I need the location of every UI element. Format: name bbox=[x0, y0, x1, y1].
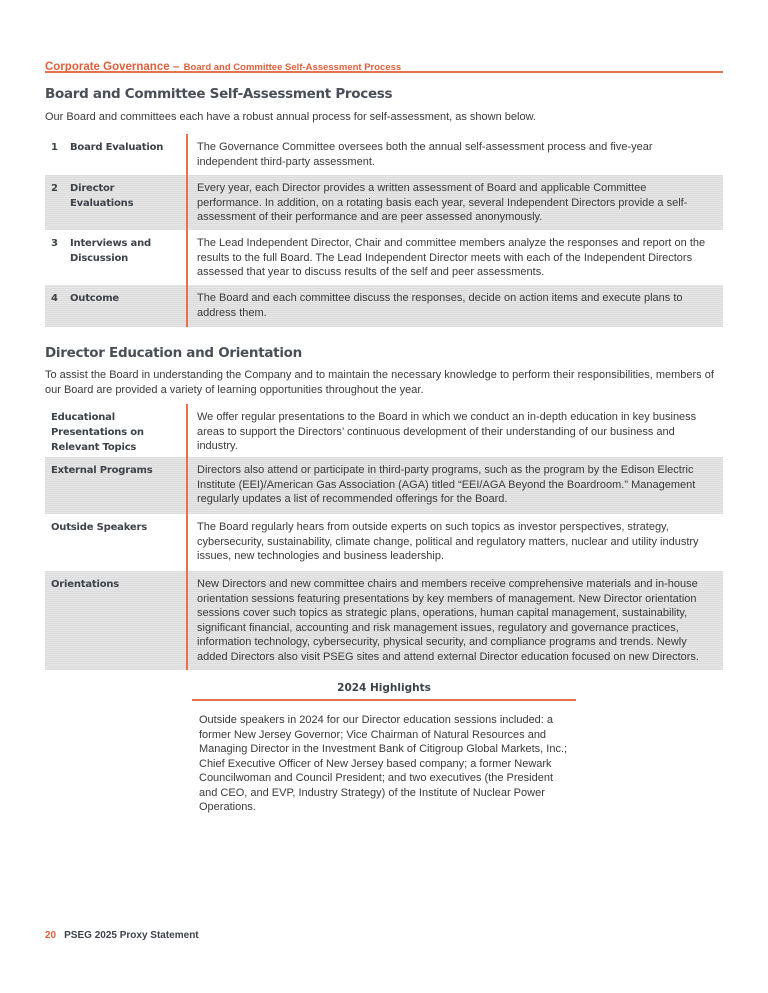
step-text: The Governance Committee oversees both the annual self-assessment process and five-year independent third-party assessment. bbox=[197, 141, 653, 168]
education-intro: To assist the Board in understanding the Company and to maintain the necessary knowledge to perform their responsibilities, members of our Board are provided a variety of learning opportunities throughout the year. bbox=[45, 369, 714, 396]
table-row bbox=[45, 230, 723, 285]
table-row bbox=[45, 404, 723, 457]
step-text: Every year, each Director provides a written assessment of Board and applicable Committee performance. In addition, on a rotating basis each year, several Independent Directors provide a self-assessment of their performance and are peer assessed anonymously. bbox=[197, 182, 688, 223]
education-label: Orientations bbox=[45, 571, 188, 670]
header-subsection: Board and Committee Self-Assessment Process bbox=[183, 62, 402, 73]
highlights-box bbox=[192, 682, 576, 815]
highlights-title: 2024 Highlights bbox=[192, 682, 576, 701]
self-assessment-table bbox=[45, 134, 723, 327]
table-row bbox=[45, 457, 723, 514]
step-label: Director Evaluations bbox=[70, 183, 134, 209]
self-assessment-intro: Our Board and committees each have a robust annual process for self-assessment, as shown below. bbox=[45, 111, 536, 123]
step-number: 1 bbox=[51, 142, 58, 153]
header-section: Corporate Governance – bbox=[45, 61, 180, 73]
education-text: Directors also attend or participate in third-party programs, such as the program by the Edison Electric Institute (EEI)/American Gas Association (AGA) titled “EEI/AGA Beyond the Boardroom.” Management regularly updates a list of recommended offerings for the Board. bbox=[197, 464, 696, 505]
highlights-text: Outside speakers in 2024 for our Director education sessions included: a former New Jersey Governor; Vice Chairman of Natural Resources and Managing Director in the Investment Bank of Citigroup Global Markets, Inc.; Chief Executive Officer of New Jersey based company; a former Newark Councilwoman and Council President; and two executives (the President and CEO, and EVP, Industry Strategy) of the Institute of Nuclear Power Operations. bbox=[199, 714, 568, 813]
table-row bbox=[45, 134, 723, 175]
step-number: 3 bbox=[51, 238, 58, 249]
step-label: Outcome bbox=[70, 293, 120, 304]
page-footer bbox=[45, 930, 199, 941]
page-number: 20 bbox=[45, 930, 57, 941]
step-text: The Board and each committee discuss the responses, decide on action items and execute plans to address them. bbox=[197, 292, 683, 319]
step-label: Interviews and Discussion bbox=[70, 238, 151, 264]
step-text: The Lead Independent Director, Chair and committee members analyze the responses and report on the results to the full Board. The Lead Independent Director meets with each of the Independent Directors assessed that year to discuss results of the self and peer assessments. bbox=[197, 237, 706, 278]
self-assessment-title: Board and Committee Self-Assessment Process bbox=[45, 86, 393, 102]
table-row bbox=[45, 175, 723, 230]
running-header bbox=[45, 57, 723, 73]
table-row bbox=[45, 285, 723, 327]
education-text: The Board regularly hears from outside experts on such topics as investor perspectives, strategy, cybersecurity, sustainability, climate change, political and regulatory matters, nuclear and utility industry issues, new technologies and business leadership. bbox=[197, 521, 699, 562]
step-label: Board Evaluation bbox=[70, 142, 164, 153]
education-text: New Directors and new committee chairs and members receive comprehensive materials and in-house orientation sessions featuring presentations by key members of management. New Director orientation sessions cover such topics as strategic plans, operations, human capital management, sustainability, significant financial, accounting and risk management issues, regulatory and governance practices, information technology, cybersecurity, physical security, and compliance programs and trends. Newly added Directors also visit PSEG sites and attend external Director education focused on new Directors. bbox=[197, 578, 699, 663]
education-table bbox=[45, 404, 723, 670]
education-title: Director Education and Orientation bbox=[45, 345, 302, 361]
document-name: PSEG 2025 Proxy Statement bbox=[64, 930, 199, 941]
table-row bbox=[45, 571, 723, 670]
education-text: We offer regular presentations to the Board in which we conduct an in-depth education in key business areas to support the Directors’ continuous development of their understanding of our business and industry. bbox=[197, 411, 697, 452]
step-number: 2 bbox=[51, 183, 58, 194]
step-number: 4 bbox=[51, 293, 58, 304]
education-label: Educational Presentations on Relevant Topics bbox=[45, 404, 188, 457]
education-label: Outside Speakers bbox=[45, 514, 188, 571]
table-row bbox=[45, 514, 723, 571]
education-label: External Programs bbox=[45, 457, 188, 514]
